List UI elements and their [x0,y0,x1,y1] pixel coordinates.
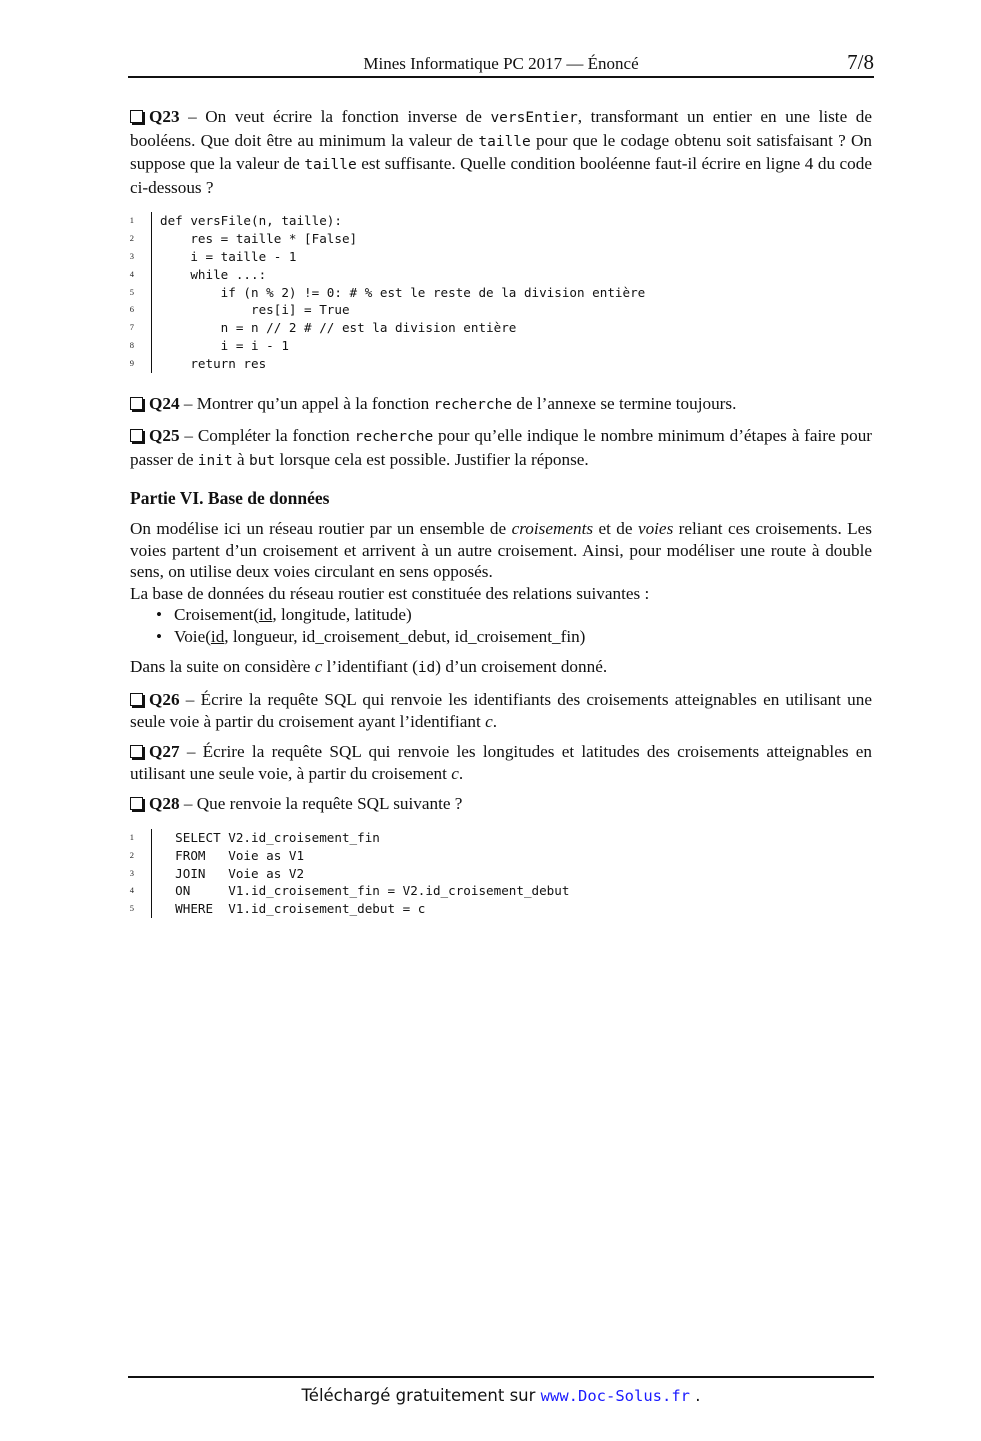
code-line: 4 while ...: [130,266,872,284]
footer-rule [128,1376,874,1378]
line-number: 1 [129,215,134,226]
question-q28: Q28 – Que renvoie la requête SQL suivante ? [130,793,872,815]
code-line: 2 FROM Voie as V1 [130,847,872,865]
code-line: 5 if (n % 2) != 0: # % est le reste de la division entière [130,284,872,302]
line-number: 2 [129,849,134,860]
definition-paragraph: Dans la suite on considère c l’identifiant (id) d’un croisement donné. [130,657,608,677]
code-line: 1 def versFile(n, taille): [130,212,872,230]
header-rule [128,76,874,78]
list-item: • Voie(id, longueur, id_croisement_debut, id_croisement_fin) [154,626,872,648]
checkbox-icon [130,397,143,410]
checkbox-icon [130,745,143,758]
question-number: Q23 [149,107,180,126]
code-line: 6 res[i] = True [130,301,872,319]
footer-text: Téléchargé gratuitement sur [301,1386,541,1405]
code-line: 2 res = taille * [False] [130,230,872,248]
inline-code: recherche [354,429,434,446]
line-number: 2 [129,233,134,244]
line-number: 9 [129,357,134,368]
question-q23: Q23 – On veut écrire la fonction inverse de versEntier, transformant un entier en une liste de booléens. Que doit être au minimum la valeur de taille pour que le codage obtenu soit satisfaisant ? On suppose que la valeur de taille est suffisante. Quelle condition booléenne faut-il écrire en ligne 4 du code ci-dessous ? [130,107,872,197]
checkbox-icon [130,110,143,123]
line-number: 6 [129,304,134,315]
page-footer: Téléchargé gratuitement sur www.Doc-Solus.fr . [301,1386,701,1405]
inline-code: init [197,452,233,469]
question-number: Q28 [149,794,180,814]
code-line: 7 n = n // 2 # // est la division entière [130,319,872,337]
page-number: 7/8 [847,50,874,74]
primary-key: id [210,626,225,646]
question-q25: Q25 – Compléter la fonction recherche pour qu’elle indique le nombre minimum d’étapes à faire pour passer de init à but lorsque cela est possible. Justifier la réponse. [130,426,873,469]
line-number: 8 [129,339,134,350]
primary-key: id [258,605,273,625]
line-number: 1 [129,832,134,843]
code-line: 1 SELECT V2.id_croisement_fin [130,829,872,847]
inline-code: id [417,660,436,677]
checkbox-icon [130,693,143,706]
relations-list [130,604,872,647]
code-line: 9 return res [130,355,872,373]
inline-code: versEntier [490,110,578,126]
question-number: Q24 [149,393,180,413]
inline-code: taille [478,133,531,150]
code-line: 8 i = i - 1 [130,337,872,355]
code-line: 3 JOIN Voie as V2 [130,865,872,883]
line-number: 4 [129,268,134,279]
line-number: 3 [129,250,134,261]
code-listing-sql [130,829,872,918]
question-number: Q25 [149,426,180,446]
inline-code: recherche [433,396,513,413]
inline-code: taille [304,157,357,174]
page-header [128,52,874,76]
footer-link[interactable]: www.Doc-Solus.fr [540,1387,690,1405]
header-title: Mines Informatique PC 2017 — Énoncé [363,54,639,73]
code-listing-versfile [130,212,872,372]
inline-code: but [248,452,276,469]
intro-paragraph: On modélise ici un réseau routier par un ensemble de croisements et de voies reliant ces croisements. Les voies partent d’un croisement et arrivent à un autre croisement. Ainsi, pour modéliser une route à double sens, on utilise deux voies circulant en sens opposés. La base de données du réseau routier est constituée des relations suivantes : [130,518,872,603]
code-line: 5 WHERE V1.id_croisement_debut = c [130,900,872,918]
checkbox-icon [130,429,143,442]
question-q24: Q24 – Montrer qu’un appel à la fonction recherche de l’annexe se termine toujours. [130,393,872,417]
list-item: • Croisement(id, longitude, latitude) [154,604,872,626]
line-number: 4 [129,885,134,896]
line-number: 3 [129,867,134,878]
question-q26: Q26 – Écrire la requête SQL qui renvoie les identifiants des croisements atteignables en utilisant une seule voie à partir du croisement ayant l’identifiant c. [130,690,872,731]
checkbox-icon [130,797,143,810]
question-number: Q26 [149,690,180,710]
page-content [130,106,872,938]
line-number: 7 [129,322,134,333]
line-number: 5 [129,286,134,297]
question-number: Q27 [149,742,180,762]
code-line: 4 ON V1.id_croisement_fin = V2.id_croisement_debut [130,882,872,900]
section-title: Partie VI. Base de données [130,488,330,509]
code-line: 3 i = taille - 1 [130,248,872,266]
question-q27: Q27 – Écrire la requête SQL qui renvoie les longitudes et latitudes des croisements atteignables en utilisant une seule voie, à partir du croisement c. [130,742,872,783]
line-number: 5 [129,903,134,914]
